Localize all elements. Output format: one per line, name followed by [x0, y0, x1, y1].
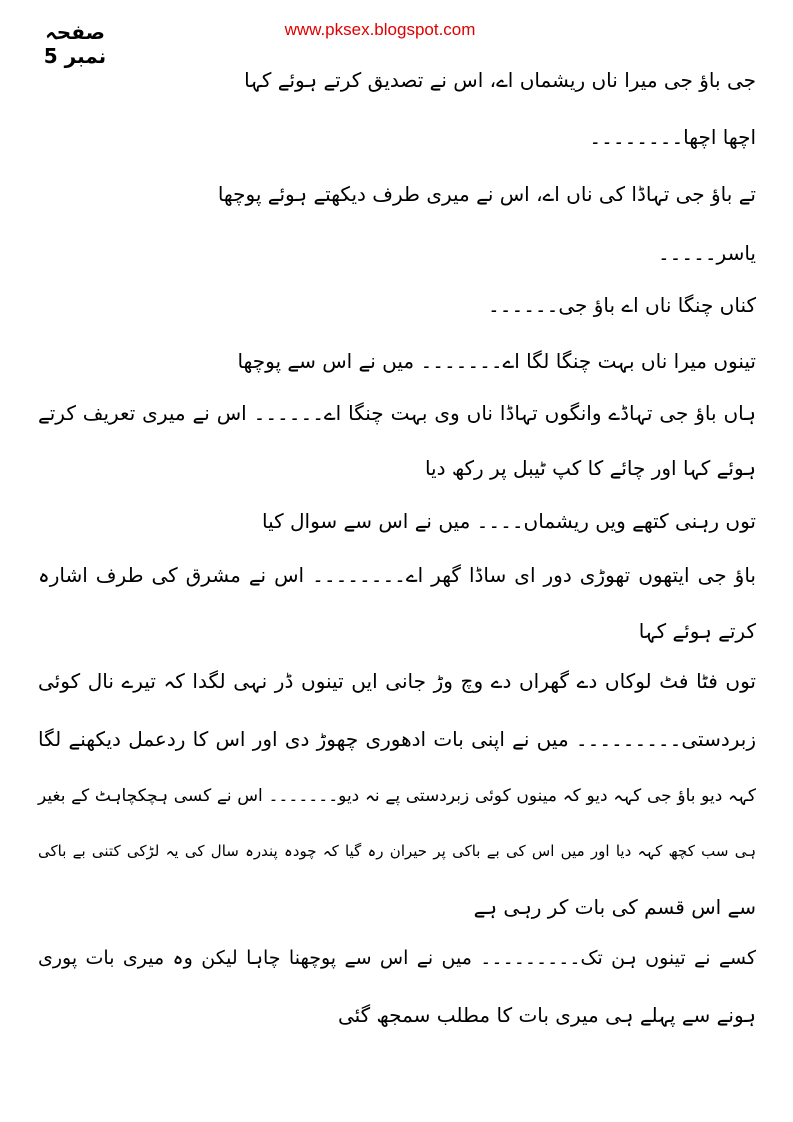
- text-line: توں رہنی کتھے ویں ریشماں۔۔۔۔ میں نے اس سے سوال کیا: [261, 509, 756, 533]
- text-line: ہونے سے پہلے ہی میری بات کا مطلب سمجھ گئی: [337, 1003, 756, 1027]
- site-url[interactable]: www.pksex.blogspot.com: [284, 20, 476, 39]
- text-line: ہاں باؤ جی تہاڈے وانگوں تہاڈا ناں وی بہت چنگا اے۔۔۔۔۔۔ اس نے میری تعریف کرتے: [38, 401, 756, 425]
- text-line: کہہ دیو باؤ جی کہہ دیو کہ مینوں کوئی زبردستی پے نہ دیو۔۔۔۔۔۔۔ اس نے کسی ہچکچاہٹ کے بغیر: [38, 786, 756, 806]
- text-line: ہی سب کچھ کہہ دیا اور میں اس کی بے باکی پر حیران رہ گیا کہ چودہ پندرہ سال کی یہ لڑکی کتنی بے باکی: [38, 842, 756, 860]
- page-number: صفحہ نمبر 5: [43, 20, 107, 68]
- text-line: تے باؤ جی تہاڈا کی ناں اے، اس نے میری طرف دیکھتے ہوئے پوچھا: [217, 182, 756, 206]
- text-line: باؤ جی ایتھوں تھوڑی دور ای ساڈا گھر اے۔۔۔۔۔۔۔۔ اس نے مشرق کی طرف اشارہ: [38, 563, 756, 587]
- text-line: تینوں میرا ناں بہت چنگا لگا اے۔۔۔۔۔۔۔ میں نے اس سے پوچھا: [237, 349, 756, 373]
- text-line: کسے نے تینوں ہن تک۔۔۔۔۔۔۔۔۔ میں نے اس سے پوچھنا چاہا لیکن وہ میری بات پوری: [38, 947, 756, 969]
- text-line: سے اس قسم کی بات کر رہی ہے: [473, 895, 756, 919]
- text-line: توں فٹا فٹ لوکاں دے گھراں دے وچ وڑ جانی ایں تینوں ڈر نہی لگدا کہ تیرے نال کوئی: [38, 669, 756, 693]
- text-line: کرتے ہوئے کہا: [638, 619, 756, 643]
- text-line: جی باؤ جی میرا ناں ریشماں اے، اس نے تصدیق کرتے ہوئے کہا: [244, 68, 756, 92]
- text-line: اچھا اچھا۔۔۔۔۔۔۔۔: [589, 125, 756, 149]
- text-line: زبردستی۔۔۔۔۔۔۔۔۔ میں نے اپنی بات ادھوری چھوڑ دی اور اس کا ردعمل دیکھنے لگا: [38, 727, 756, 751]
- text-line: کناں چنگا ناں اے باؤ جی۔۔۔۔۔۔: [488, 293, 756, 317]
- text-line: ہوئے کہا اور چائے کا کپ ٹیبل پر رکھ دیا: [424, 456, 756, 480]
- text-line: یاسر۔۔۔۔۔: [657, 241, 756, 265]
